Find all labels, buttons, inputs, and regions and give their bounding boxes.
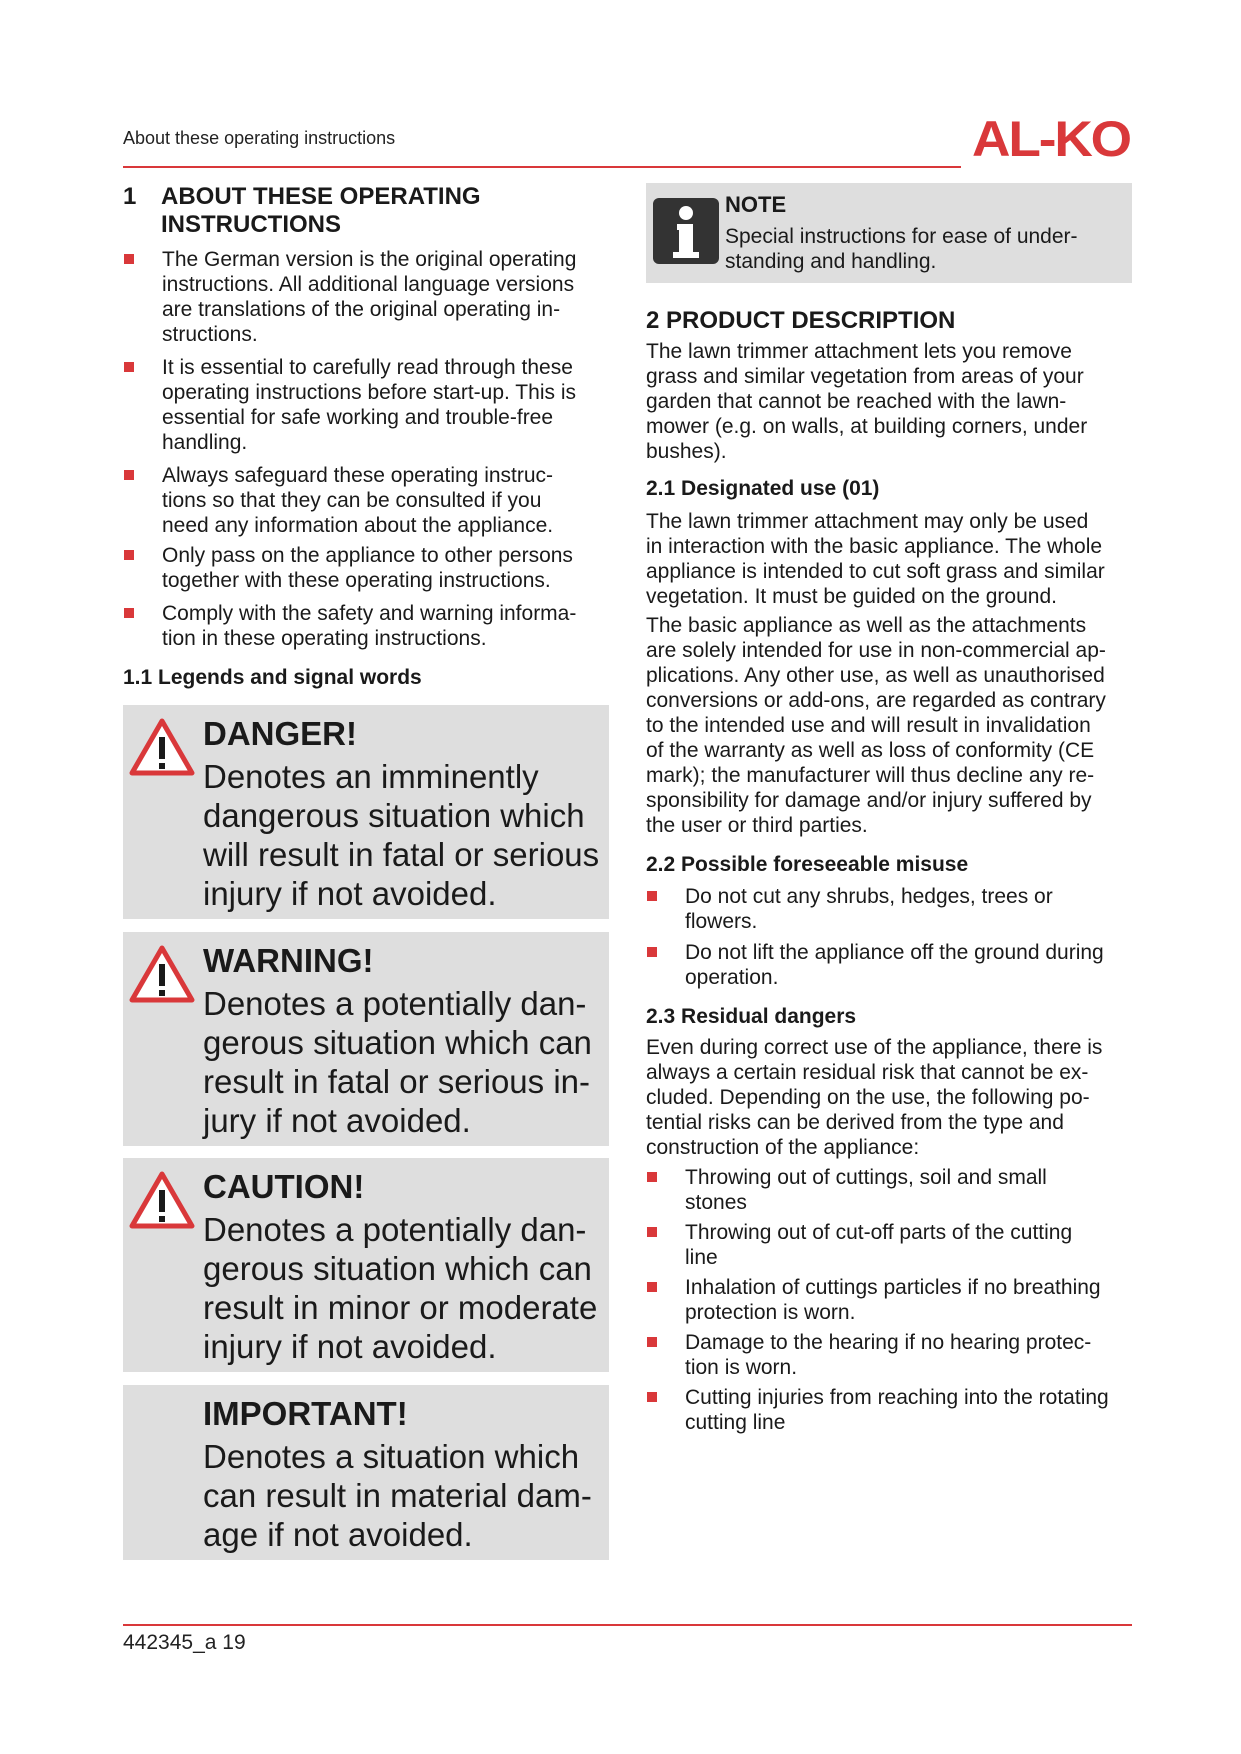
doc-number: 442345_a bbox=[123, 1631, 217, 1654]
page-number: 19 bbox=[222, 1631, 246, 1654]
text-line: gerous situation which can bbox=[203, 1250, 592, 1287]
signal-description bbox=[203, 1210, 607, 1366]
danger-signal-box bbox=[123, 705, 609, 919]
signal-word: IMPORTANT! bbox=[203, 1395, 408, 1432]
text-line: Only pass on the appliance to other persons bbox=[162, 544, 573, 567]
warning-triangle-icon bbox=[129, 717, 195, 777]
text-line: Denotes a potentially dan- bbox=[203, 985, 587, 1022]
note-text bbox=[725, 224, 1125, 274]
signal-description bbox=[203, 984, 607, 1140]
list-item bbox=[646, 1330, 1132, 1380]
bullet-square-icon bbox=[647, 1392, 657, 1402]
warning-triangle-icon bbox=[129, 944, 195, 1004]
footer-divider bbox=[123, 1624, 1132, 1626]
text-line: are translations of the original operating in- bbox=[162, 298, 561, 321]
misuse-bullet-list bbox=[646, 884, 1132, 990]
text-line: essential for safe working and trouble-free bbox=[162, 406, 554, 429]
text-line: result in minor or moderate bbox=[203, 1289, 598, 1326]
text-line: tential risks can be derived from the type and bbox=[646, 1111, 1064, 1134]
text-line: The basic appliance as well as the attachments bbox=[646, 614, 1087, 637]
bullet-square-icon bbox=[647, 1282, 657, 1292]
note-title: NOTE bbox=[725, 192, 787, 217]
bullet-square-icon bbox=[124, 362, 134, 372]
text-line: in interaction with the basic appliance. The whole bbox=[646, 535, 1103, 558]
text-line: Do not cut any shrubs, hedges, trees or bbox=[685, 885, 1053, 908]
info-icon bbox=[653, 198, 719, 264]
caution-signal-box bbox=[123, 1158, 609, 1372]
text-line: Do not lift the appliance off the ground during bbox=[685, 941, 1104, 964]
paragraph bbox=[646, 613, 1132, 838]
bullet-square-icon bbox=[647, 1227, 657, 1237]
text-line: can result in material dam- bbox=[203, 1477, 592, 1514]
text-line: tion in these operating instructions. bbox=[162, 627, 487, 650]
section-1-1-heading: 1.1 Legends and signal words bbox=[123, 666, 422, 689]
text-line: Denotes an imminently bbox=[203, 758, 539, 795]
text-line: grass and similar vegetation from areas of your bbox=[646, 365, 1084, 388]
list-item bbox=[646, 1385, 1132, 1435]
warning-triangle-icon bbox=[129, 1170, 195, 1230]
text-line: age if not avoided. bbox=[203, 1516, 473, 1553]
text-line: injury if not avoided. bbox=[203, 1328, 497, 1365]
signal-word: WARNING! bbox=[203, 942, 374, 979]
text-line: Throwing out of cut-off parts of the cutting bbox=[685, 1221, 1073, 1244]
bullet-square-icon bbox=[647, 891, 657, 901]
list-item bbox=[123, 463, 611, 538]
text-line: standing and handling. bbox=[725, 250, 937, 273]
text-line: sponsibility for damage and/or injury suffered by bbox=[646, 789, 1092, 812]
text-line: operating instructions before start-up. This is bbox=[162, 381, 576, 404]
list-item bbox=[646, 1220, 1132, 1270]
bullet-square-icon bbox=[124, 470, 134, 480]
paragraph bbox=[646, 339, 1132, 464]
text-line: result in fatal or serious in- bbox=[203, 1063, 590, 1100]
text-line: gerous situation which can bbox=[203, 1024, 592, 1061]
important-signal-box bbox=[123, 1385, 609, 1560]
text-line: stones bbox=[685, 1191, 747, 1214]
text-line: always a certain residual risk that cannot be ex- bbox=[646, 1061, 1089, 1084]
text-line: garden that cannot be reached with the lawn- bbox=[646, 390, 1067, 413]
text-line: The German version is the original operating bbox=[162, 248, 577, 271]
text-line: Denotes a potentially dan- bbox=[203, 1211, 587, 1248]
list-item bbox=[123, 247, 611, 347]
text-line: The lawn trimmer attachment lets you remove bbox=[646, 340, 1072, 363]
list-item bbox=[123, 601, 611, 651]
signal-description bbox=[203, 1437, 607, 1554]
section-2-3-heading: 2.3 Residual dangers bbox=[646, 1005, 857, 1028]
text-line: appliance is intended to cut soft grass and similar bbox=[646, 560, 1105, 583]
text-line: mark); the manufacturer will thus decline any re- bbox=[646, 764, 1095, 787]
text-line: mower (e.g. on walls, at building corners, under bbox=[646, 415, 1088, 438]
text-line: Denotes a situation which bbox=[203, 1438, 580, 1475]
bullet-square-icon bbox=[647, 947, 657, 957]
signal-word: DANGER! bbox=[203, 715, 357, 752]
text-line: Even during correct use of the appliance, there is bbox=[646, 1036, 1103, 1059]
text-line: jury if not avoided. bbox=[203, 1102, 471, 1139]
text-line: cluded. Depending on the use, the following po- bbox=[646, 1086, 1090, 1109]
warning-signal-box bbox=[123, 932, 609, 1146]
list-item bbox=[646, 940, 1132, 990]
text-line: Special instructions for ease of under- bbox=[725, 225, 1078, 248]
text-line: instructions. All additional language versions bbox=[162, 273, 575, 296]
text-line: tion is worn. bbox=[685, 1356, 798, 1379]
text-line: It is essential to carefully read through these bbox=[162, 356, 573, 379]
text-line: structions. bbox=[162, 323, 258, 346]
text-line: dangerous situation which bbox=[203, 797, 585, 834]
text-line: Cutting injuries from reaching into the rotating bbox=[685, 1386, 1109, 1409]
text-line: to the intended use and will result in invalidation bbox=[646, 714, 1091, 737]
section-title-line: ABOUT THESE OPERATING bbox=[161, 183, 481, 210]
list-item bbox=[646, 884, 1132, 934]
text-line: Comply with the safety and warning informa- bbox=[162, 602, 577, 625]
text-line: will result in fatal or serious bbox=[203, 836, 600, 873]
left-column bbox=[123, 183, 611, 1553]
text-line: construction of the appliance: bbox=[646, 1136, 920, 1159]
text-line: plications. Any other use, as well as unauthorised bbox=[646, 664, 1105, 687]
text-line: Inhalation of cuttings particles if no breathing bbox=[685, 1276, 1101, 1299]
residual-dangers-bullet-list bbox=[646, 1165, 1132, 1435]
signal-description bbox=[203, 757, 607, 913]
text-line: operation. bbox=[685, 966, 779, 989]
list-item bbox=[646, 1275, 1132, 1325]
note-box bbox=[646, 183, 1132, 283]
text-line: The lawn trimmer attachment may only be used bbox=[646, 510, 1089, 533]
text-line: Throwing out of cuttings, soil and small bbox=[685, 1166, 1047, 1189]
text-line: are solely intended for use in non-commercial ap- bbox=[646, 639, 1106, 662]
list-item bbox=[123, 543, 611, 593]
text-line: tions so that they can be consulted if you bbox=[162, 489, 542, 512]
header-title: About these operating instructions bbox=[123, 128, 396, 148]
text-line: injury if not avoided. bbox=[203, 875, 497, 912]
footer-text bbox=[123, 1631, 246, 1655]
bullet-square-icon bbox=[647, 1172, 657, 1182]
section-2-1-heading: 2.1 Designated use (01) bbox=[646, 477, 880, 500]
section-1-bullet-list bbox=[123, 247, 611, 651]
product-description-section bbox=[646, 307, 1132, 1435]
section-2-2-heading: 2.2 Possible foreseeable misuse bbox=[646, 853, 969, 876]
text-line: together with these operating instructions. bbox=[162, 569, 551, 592]
list-item bbox=[646, 1165, 1132, 1215]
section-1-heading bbox=[123, 183, 611, 239]
text-line: bushes). bbox=[646, 440, 727, 463]
paragraph bbox=[646, 509, 1132, 609]
text-line: vegetation. It must be guided on the ground. bbox=[646, 585, 1057, 608]
text-line: handling. bbox=[162, 431, 248, 454]
section-title-line: INSTRUCTIONS bbox=[161, 211, 341, 238]
alko-logo bbox=[972, 110, 1132, 164]
text-line: need any information about the appliance. bbox=[162, 514, 554, 537]
text-line: of the warranty as well as loss of conformity (CE bbox=[646, 739, 1095, 762]
text-line: flowers. bbox=[685, 910, 758, 933]
text-line: Damage to the hearing if no hearing protec- bbox=[685, 1331, 1092, 1354]
text-line: cutting line bbox=[685, 1411, 786, 1434]
header-divider bbox=[123, 166, 961, 168]
text-line: the user or third parties. bbox=[646, 814, 868, 837]
signal-word: CAUTION! bbox=[203, 1168, 365, 1205]
bullet-square-icon bbox=[124, 254, 134, 264]
section-2-heading: 2 PRODUCT DESCRIPTION bbox=[646, 307, 956, 334]
svg-text:AL-KO: AL-KO bbox=[972, 111, 1131, 164]
bullet-square-icon bbox=[124, 608, 134, 618]
bullet-square-icon bbox=[647, 1337, 657, 1347]
list-item bbox=[123, 355, 611, 455]
bullet-square-icon bbox=[124, 550, 134, 560]
text-line: line bbox=[685, 1246, 718, 1269]
paragraph bbox=[646, 1035, 1132, 1160]
text-line: conversions or add-ons, are regarded as contrary bbox=[646, 689, 1106, 712]
text-line: protection is worn. bbox=[685, 1301, 856, 1324]
text-line: Always safeguard these operating instruc- bbox=[162, 464, 554, 487]
section-number: 1 bbox=[123, 183, 137, 210]
